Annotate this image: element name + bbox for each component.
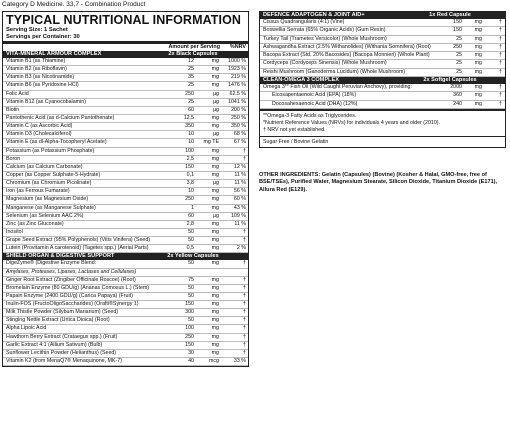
amount-value: 150 (453, 27, 462, 34)
ingredient-amount (164, 74, 220, 81)
amount-unit: mg (211, 196, 219, 203)
nrv-value: 350 % (230, 123, 246, 130)
ingredient-name: Cissus Quadrangularis (4:1) (Vine) (263, 19, 345, 25)
footnote: † NRV not yet established. (263, 126, 326, 133)
nrv-value: 250 % (230, 114, 246, 121)
ingredient-amount (164, 260, 220, 267)
amount-value: 30 (188, 349, 194, 356)
amount-unit: µg (213, 212, 219, 219)
ingredient-name: Papain Enzyme (2400 GDU/g) (Carica Papaya) (Fruit) (6, 292, 133, 299)
amount-value: 12,5 (183, 114, 194, 121)
nrv-value: 2 % (236, 245, 246, 252)
amount-unit: mg (211, 245, 219, 252)
ingredient-row (3, 139, 248, 147)
ingredient-amount (164, 358, 220, 365)
amount-value: 35 (188, 74, 194, 81)
ingredient-row (3, 285, 248, 293)
ingredient-amount (164, 325, 220, 332)
other-ingredients (259, 172, 507, 194)
ingredient-row (3, 301, 248, 309)
ingredient-name: Lutein (Provitamin A carotenoid) (Tagetes spp.) (Aerial Parts) (6, 245, 149, 252)
amount-value: 0,1 (186, 171, 194, 178)
ingredient-amount (164, 221, 220, 228)
amount-unit: mg (211, 74, 219, 81)
ingredient-name: Vitamin B6 (as Pyridoxine HCl) (6, 82, 79, 89)
ingredient-name: Vitamin B12 (as Cyanocobalamin) (6, 98, 86, 105)
amount-unit: mg (211, 260, 219, 267)
amount-value: 25 (456, 68, 462, 75)
ingredient-row (3, 245, 248, 253)
other-ingredients-label: OTHER INGREDIENTS: (259, 172, 321, 178)
nrv-value: † (243, 317, 246, 324)
nrv-value: † (499, 68, 502, 75)
ingredient-amount (164, 131, 220, 138)
amount-value: 1 (191, 204, 194, 211)
ingredient-name: Inulin-FOS (FructoOligoSaccharides) (Orafti®Synergy 1) (6, 300, 139, 307)
amount-value: 2,8 (186, 220, 194, 227)
ingredient-row (3, 131, 248, 139)
ingredient-name: Boron (6, 155, 21, 162)
ingredient-row (3, 99, 248, 107)
amount-unit: µg (213, 98, 219, 105)
amount-value: 360 (453, 92, 462, 99)
ingredient-row (3, 82, 248, 90)
nrv-value: 56 % (233, 188, 246, 195)
ingredient-name: Omega 3** Fish Oil (Wild Caught Peruvian Anchovy), providing: (263, 84, 412, 91)
ingredient-name: Garlic Extract 4:1 (Allium Sativum) (Bulb) (6, 341, 103, 348)
amount-unit: mg (211, 333, 219, 340)
right-sections (260, 12, 505, 109)
ingredient-row (3, 213, 248, 221)
amount-value: 60 (188, 212, 194, 219)
amount-value: 10 (188, 139, 194, 146)
ingredient-amount (164, 99, 220, 106)
nrv-value: 219 % (230, 74, 246, 81)
ingredient-row (3, 180, 248, 188)
nrv-value: † (243, 292, 246, 299)
amount-value: 40 (188, 357, 194, 364)
ingredient-name: Stinging Nettle Extract (Urtica Dioica) (Root) (6, 317, 110, 324)
ingredient-row (3, 260, 248, 268)
ingredient-row (260, 27, 505, 35)
ingredient-row (260, 69, 505, 77)
amount-value: 3,8 (186, 180, 194, 187)
ingredient-amount (164, 350, 220, 357)
ingredient-amount (164, 91, 220, 98)
ingredient-name: Vitamin B1 (as Thiamine) (6, 58, 66, 64)
nrv-value: † (499, 35, 502, 42)
amount-value: 250 (185, 90, 194, 97)
ingredient-row (3, 350, 248, 358)
ingredient-row (3, 156, 248, 164)
amount-unit: mg (211, 82, 219, 89)
ingredient-name: Vitamin B3 (as Nicotinamide) (6, 74, 75, 81)
amount-value: 150 (185, 341, 194, 348)
amount-value: 75 (188, 276, 194, 283)
section-header (3, 253, 248, 260)
nrv-value: † (243, 276, 246, 283)
ingredient-row (3, 188, 248, 196)
amount-unit: µg (213, 180, 219, 187)
ingredient-name: Alpha Lipoic Acid (6, 325, 47, 332)
ingredient-amount (164, 301, 220, 308)
amount-value: 25 (188, 98, 194, 105)
nrv-value: † (499, 27, 502, 34)
nrv-value: † (499, 92, 502, 99)
ingredient-name: DigeZyme® (Digestive Enzyme Blend: (6, 260, 97, 267)
amount-value: 2000 (450, 84, 462, 91)
amount-unit: mg (211, 317, 219, 324)
nrv-value: 11 % (234, 171, 246, 178)
servings-per-container: Servings per Container: 30 (6, 34, 80, 40)
footnote: *Nutrient Reference Values (NRVs) for individuals 4 years and older (2010). (263, 119, 441, 126)
amount-unit: mg (474, 100, 482, 107)
amount-value: 300 (185, 309, 194, 316)
ingredient-row (3, 277, 248, 285)
ingredient-amount (164, 237, 220, 244)
column-headers (3, 41, 248, 51)
ingredient-name: Manganese (as Manganese Sulphate) (6, 204, 96, 211)
ingredient-amount (164, 139, 220, 146)
amount-unit: mg (211, 220, 219, 227)
ingredient-row (260, 84, 505, 92)
ingredient-row (3, 148, 248, 156)
ingredient-amount (164, 245, 220, 252)
amount-unit: mg (211, 58, 219, 64)
ingredient-name: Zinc (as Zinc Gluconate) (6, 220, 64, 227)
ingredient-name: Selenium (as Selenium AAC 2%) (6, 212, 84, 219)
section-name: SHIELD ORGAN & DIGESTIVE SUPPORT (6, 253, 115, 260)
ingredient-row (260, 19, 505, 27)
amount-unit: mg (211, 237, 219, 244)
amount-unit: mg (211, 309, 219, 316)
ingredient-amount (164, 115, 220, 122)
ingredient-row (3, 74, 248, 82)
ingredient-name: Calcium (as Calcium Carbonate) (6, 163, 83, 170)
nrv-value: † (243, 300, 246, 307)
ingredient-amount (164, 164, 220, 171)
amount-value: 60 (188, 106, 194, 113)
amount-value: 350 (185, 123, 194, 130)
section-format: 2x Black Capsules (168, 51, 218, 57)
nrv-value: † (243, 341, 246, 348)
ingredient-name: Hawthorn Berry Extract (Crataegus spp.) (Fruit) (6, 333, 118, 340)
ingredient-row (3, 325, 248, 333)
ingredient-amount (164, 229, 220, 236)
nrv-value: 109 % (230, 212, 246, 219)
ingredient-amount (164, 107, 220, 114)
amount-value: 250 (453, 43, 462, 50)
section-name: DEFENCE ADAPTOGEN & JOINT AID+ (263, 12, 365, 18)
amount-unit: mg (211, 349, 219, 356)
nrv-value: † (243, 325, 246, 332)
ingredient-name: Pantothenic Acid (as d-Calcium Pantothenate) (6, 114, 115, 121)
amount-unit: mg (474, 35, 482, 42)
amount-value: 12 (188, 58, 194, 64)
ingredient-amount (164, 213, 220, 220)
amount-unit: mg (211, 123, 219, 130)
amount-value: 10 (188, 131, 194, 138)
nrv-value: † (243, 333, 246, 340)
amount-unit: µg (213, 106, 219, 113)
amount-unit: mg TE (203, 139, 219, 146)
ingredient-amount (164, 188, 220, 195)
ingredient-amount (164, 82, 220, 89)
nrv-value: † (243, 309, 246, 316)
amount-value: 100 (185, 147, 194, 154)
ingredient-name: Iron (as Ferrous Fumarate) (6, 188, 70, 195)
ingredient-row (260, 101, 505, 109)
nrv-value: † (499, 84, 502, 91)
amount-value: 50 (188, 284, 194, 291)
amount-value: 100 (185, 325, 194, 332)
left-sections (3, 51, 248, 366)
nrv-value: 1000 % (228, 58, 246, 64)
ingredient-amount (164, 285, 220, 292)
amount-unit: mg (211, 276, 219, 283)
section-format: 1x Red Capsule (429, 12, 471, 18)
amount-unit: mcg (208, 357, 219, 364)
ingredient-name: Ginger Root Extract (Zingiber Officinale Roscoe) (Root) (6, 276, 136, 283)
nrv-value: † (243, 147, 246, 154)
ingredient-row (3, 221, 248, 229)
nrv-value: † (499, 100, 502, 107)
ingredient-name: Magnesium (as Magnesium Oxide) (6, 196, 89, 203)
ingredient-name: Vitamin C (as Ascorbic Acid) (6, 123, 73, 130)
serving-size: Serving Size: 1 Sachet (6, 27, 68, 33)
ingredient-amount (164, 123, 220, 130)
nrv-value: 1041 % (228, 98, 246, 105)
amount-value: 50 (188, 260, 194, 267)
ingredient-name: Boswellia Serrata (65% Organic Acids) (Gum Resin) (263, 27, 386, 34)
amount-value: 150 (185, 163, 194, 170)
ingredient-name: Chromium (as Chromium Picolinate) (6, 180, 92, 187)
amount-value: 25 (188, 66, 194, 73)
ingredient-name: Inositol (6, 228, 23, 235)
ingredient-name: Bromelain Enzyme (80 GDU/g) (Ananas Comosus L.) (Stem) (6, 284, 150, 291)
ingredient-row (3, 229, 248, 237)
ingredient-name: Potassium (as Potassium Phosphate) (6, 147, 95, 154)
ingredient-name: Ashwagandha Extract (2.5% Withanolides) (Withania Somnifera) (Root) (263, 43, 431, 50)
nrv-value: 62.5 % (229, 90, 246, 97)
ingredient-amount (164, 293, 220, 300)
ingredient-row (3, 293, 248, 301)
ingredient-amount (164, 180, 220, 187)
ingredient-row (3, 317, 248, 325)
ingredient-row (3, 107, 248, 115)
section-header (3, 51, 248, 58)
amount-unit: mg (211, 155, 219, 162)
nrv-value: † (243, 228, 246, 235)
amount-value: 50 (188, 317, 194, 324)
section-name: CLEAN-OMEGA 3 COMPLEX (263, 77, 339, 84)
nrv-value: 68 % (233, 131, 246, 138)
amount-value: 240 (453, 100, 462, 107)
ingredient-row (260, 92, 505, 100)
nrv-value: 12 % (233, 163, 246, 170)
ingredient-row (260, 60, 505, 68)
ingredient-name: Milk Thistle Powder (Silybum Marianum) (Seed) (6, 309, 119, 316)
ingredient-name: Vitamin B2 (as Riboflavin) (6, 66, 67, 73)
ingredient-row (3, 172, 248, 180)
ingredient-subtext: Amylases, Proteases, Lipases, Lactases and Cellulases) (3, 269, 248, 277)
ingredient-row (260, 44, 505, 52)
ingredient-name: Turkey Tail (Trametes Versicolor) (Whole Mushroom) (263, 35, 387, 42)
amount-unit: mg (474, 52, 482, 59)
amount-value: 10 (188, 188, 194, 195)
section-header (260, 77, 505, 84)
amount-unit: mg (474, 43, 482, 50)
nrv-value: 11 % (234, 180, 246, 187)
ingredient-row (3, 358, 248, 366)
nrv-value: 67 % (233, 139, 246, 146)
section-format: 2x Yellow Capsules (167, 253, 219, 260)
ingredient-name: Reishi Mushroom (Ganoderma Lucidum) (Whole Mushroom) (263, 68, 406, 75)
amount-unit: mg (474, 27, 482, 34)
ingredient-row (3, 58, 248, 66)
sugar-free-note: Sugar Free / Bovine Gelatin (260, 136, 505, 147)
amount-value: 25 (456, 35, 462, 42)
amount-unit: µg (213, 131, 219, 138)
amount-unit: mg (211, 292, 219, 299)
ingredient-amount (164, 66, 220, 73)
amount-unit: mg (211, 171, 219, 178)
amount-value: 50 (188, 228, 194, 235)
nrv-value: † (243, 155, 246, 162)
amount-value: 25 (188, 82, 194, 89)
panel-title: TYPICAL NUTRITIONAL INFORMATION (6, 13, 242, 27)
amount-unit: mg (211, 204, 219, 211)
ingredient-name: Bacopa Extract (Std. 20% Bacosides) (Bacopa Monnieri) (Whole Plant) (263, 52, 430, 59)
footnote: **Omega-3 Fatty Acids as Triglycerides. (263, 112, 357, 119)
nrv-value: † (243, 237, 246, 244)
ingredient-row (3, 91, 248, 99)
nrv-value: 11 % (234, 220, 246, 227)
ingredient-amount (164, 148, 220, 155)
amount-value: 50 (188, 237, 194, 244)
amount-unit: mg (211, 66, 219, 73)
amount-unit: mg (474, 60, 482, 67)
amount-value: 150 (185, 300, 194, 307)
ingredient-row (3, 123, 248, 131)
amount-unit: mg (474, 92, 482, 99)
section-name: VITA-MINERAL ARMOUR COMPLEX (6, 51, 102, 57)
amount-unit: mg (211, 300, 219, 307)
nrv-value: † (243, 284, 246, 291)
amount-unit: mg (211, 325, 219, 332)
nrv-value: 1476 % (228, 82, 246, 89)
col-nrv-header: %NRV (229, 44, 246, 50)
amount-value: 0,5 (186, 245, 194, 252)
nrv-value: 60 % (233, 196, 246, 203)
amount-unit: mg (211, 228, 219, 235)
amount-unit: mg (211, 341, 219, 348)
amount-unit: µg (213, 90, 219, 97)
amount-value: 2,5 (186, 155, 194, 162)
ingredient-name: Vitamin D3 (Cholecalciferol) (6, 131, 72, 138)
amount-unit: mg (211, 147, 219, 154)
ingredient-amount (164, 342, 220, 349)
amount-value: 25 (456, 52, 462, 59)
other-ingredients-text: Gelatin (Capsules) (Bovine) (Kosher & Halal, GMO-free, free of BSE/TSEs), Purified Water, Magnesium Stearate, Silicon Dioxide, Titanium Dioxide (E171), Allura Red (E129). (259, 172, 498, 193)
nutrition-panel-right (259, 11, 506, 148)
amount-unit: mg (211, 114, 219, 121)
ingredient-amount (164, 277, 220, 284)
nrv-value: † (499, 52, 502, 59)
ingredient-row (3, 66, 248, 74)
amount-unit: mg (211, 284, 219, 291)
amount-value: 25 (456, 60, 462, 67)
nrv-value: 33 % (233, 357, 246, 364)
ingredient-name: Sunflower Lecithin Powder (Helianthus) (Seed) (6, 349, 117, 356)
nrv-value: † (499, 60, 502, 67)
ingredient-amount (164, 196, 220, 203)
ingredient-row (260, 36, 505, 44)
nrv-value: † (243, 260, 246, 267)
ingredient-amount (164, 58, 220, 65)
ingredient-row (3, 115, 248, 123)
ingredient-row (3, 334, 248, 342)
ingredient-name: Copper (as Copper Sulphate-5-Hydrate) (6, 171, 101, 178)
ingredient-name: Docosahexaenoic Acid (DHA) (12%) (272, 100, 358, 107)
col-amount-header: Amount per Serving (168, 44, 220, 50)
amount-value: 250 (185, 333, 194, 340)
amount-value: 50 (188, 292, 194, 299)
page-caption: Category D Medicine. 33,7 - Combination Product (2, 1, 146, 8)
ingredient-amount (164, 317, 220, 324)
nrv-value: 1923 % (228, 66, 246, 73)
nrv-value: † (243, 349, 246, 356)
section-header (260, 12, 505, 19)
amount-unit: mg (474, 68, 482, 75)
ingredient-name: Folic Acid (6, 90, 29, 97)
nrv-value: 43 % (233, 204, 246, 211)
ingredient-name: Grape Seed Extract (95% Polyphenols) (Vitis Vinifera) (Seed) (6, 237, 151, 244)
ingredient-amount (164, 334, 220, 341)
ingredient-amount (164, 172, 220, 179)
ingredient-row (3, 309, 248, 317)
ingredient-name: Cordyceps (Cordyceps Sinensis) (Whole Mushroom) (263, 60, 387, 67)
ingredient-row (3, 237, 248, 245)
ingredient-row (3, 342, 248, 350)
ingredient-name: Eicosapentaenoic Acid (EPA) (18%) (272, 92, 357, 99)
amount-unit: mg (474, 84, 482, 91)
footnotes (260, 109, 505, 136)
nrv-value: 200 % (230, 106, 246, 113)
amount-value: 250 (185, 196, 194, 203)
ingredient-row (3, 164, 248, 172)
ingredient-amount (164, 309, 220, 316)
ingredient-name: Vitamin E (as dl-Alpha-Tocopheryl Acetate) (6, 139, 107, 146)
amount-unit: mg (211, 188, 219, 195)
ingredient-name: Biotin (6, 106, 20, 113)
nutrition-panel-left (2, 11, 249, 367)
amount-unit: mg (474, 19, 482, 25)
ingredient-row (260, 52, 505, 60)
ingredient-row (3, 196, 248, 204)
section-format: 2x Softgel Capsules (423, 77, 477, 84)
ingredient-amount (164, 205, 220, 212)
ingredient-amount (164, 156, 220, 163)
ingredient-row (3, 205, 248, 213)
nrv-value: † (499, 43, 502, 50)
amount-value: 150 (453, 19, 462, 25)
ingredient-name: Vitamin K2 (from MenaQ7® Menaquinone, MK-7) (6, 357, 122, 364)
amount-unit: mg (211, 163, 219, 170)
nrv-value: † (499, 19, 502, 25)
